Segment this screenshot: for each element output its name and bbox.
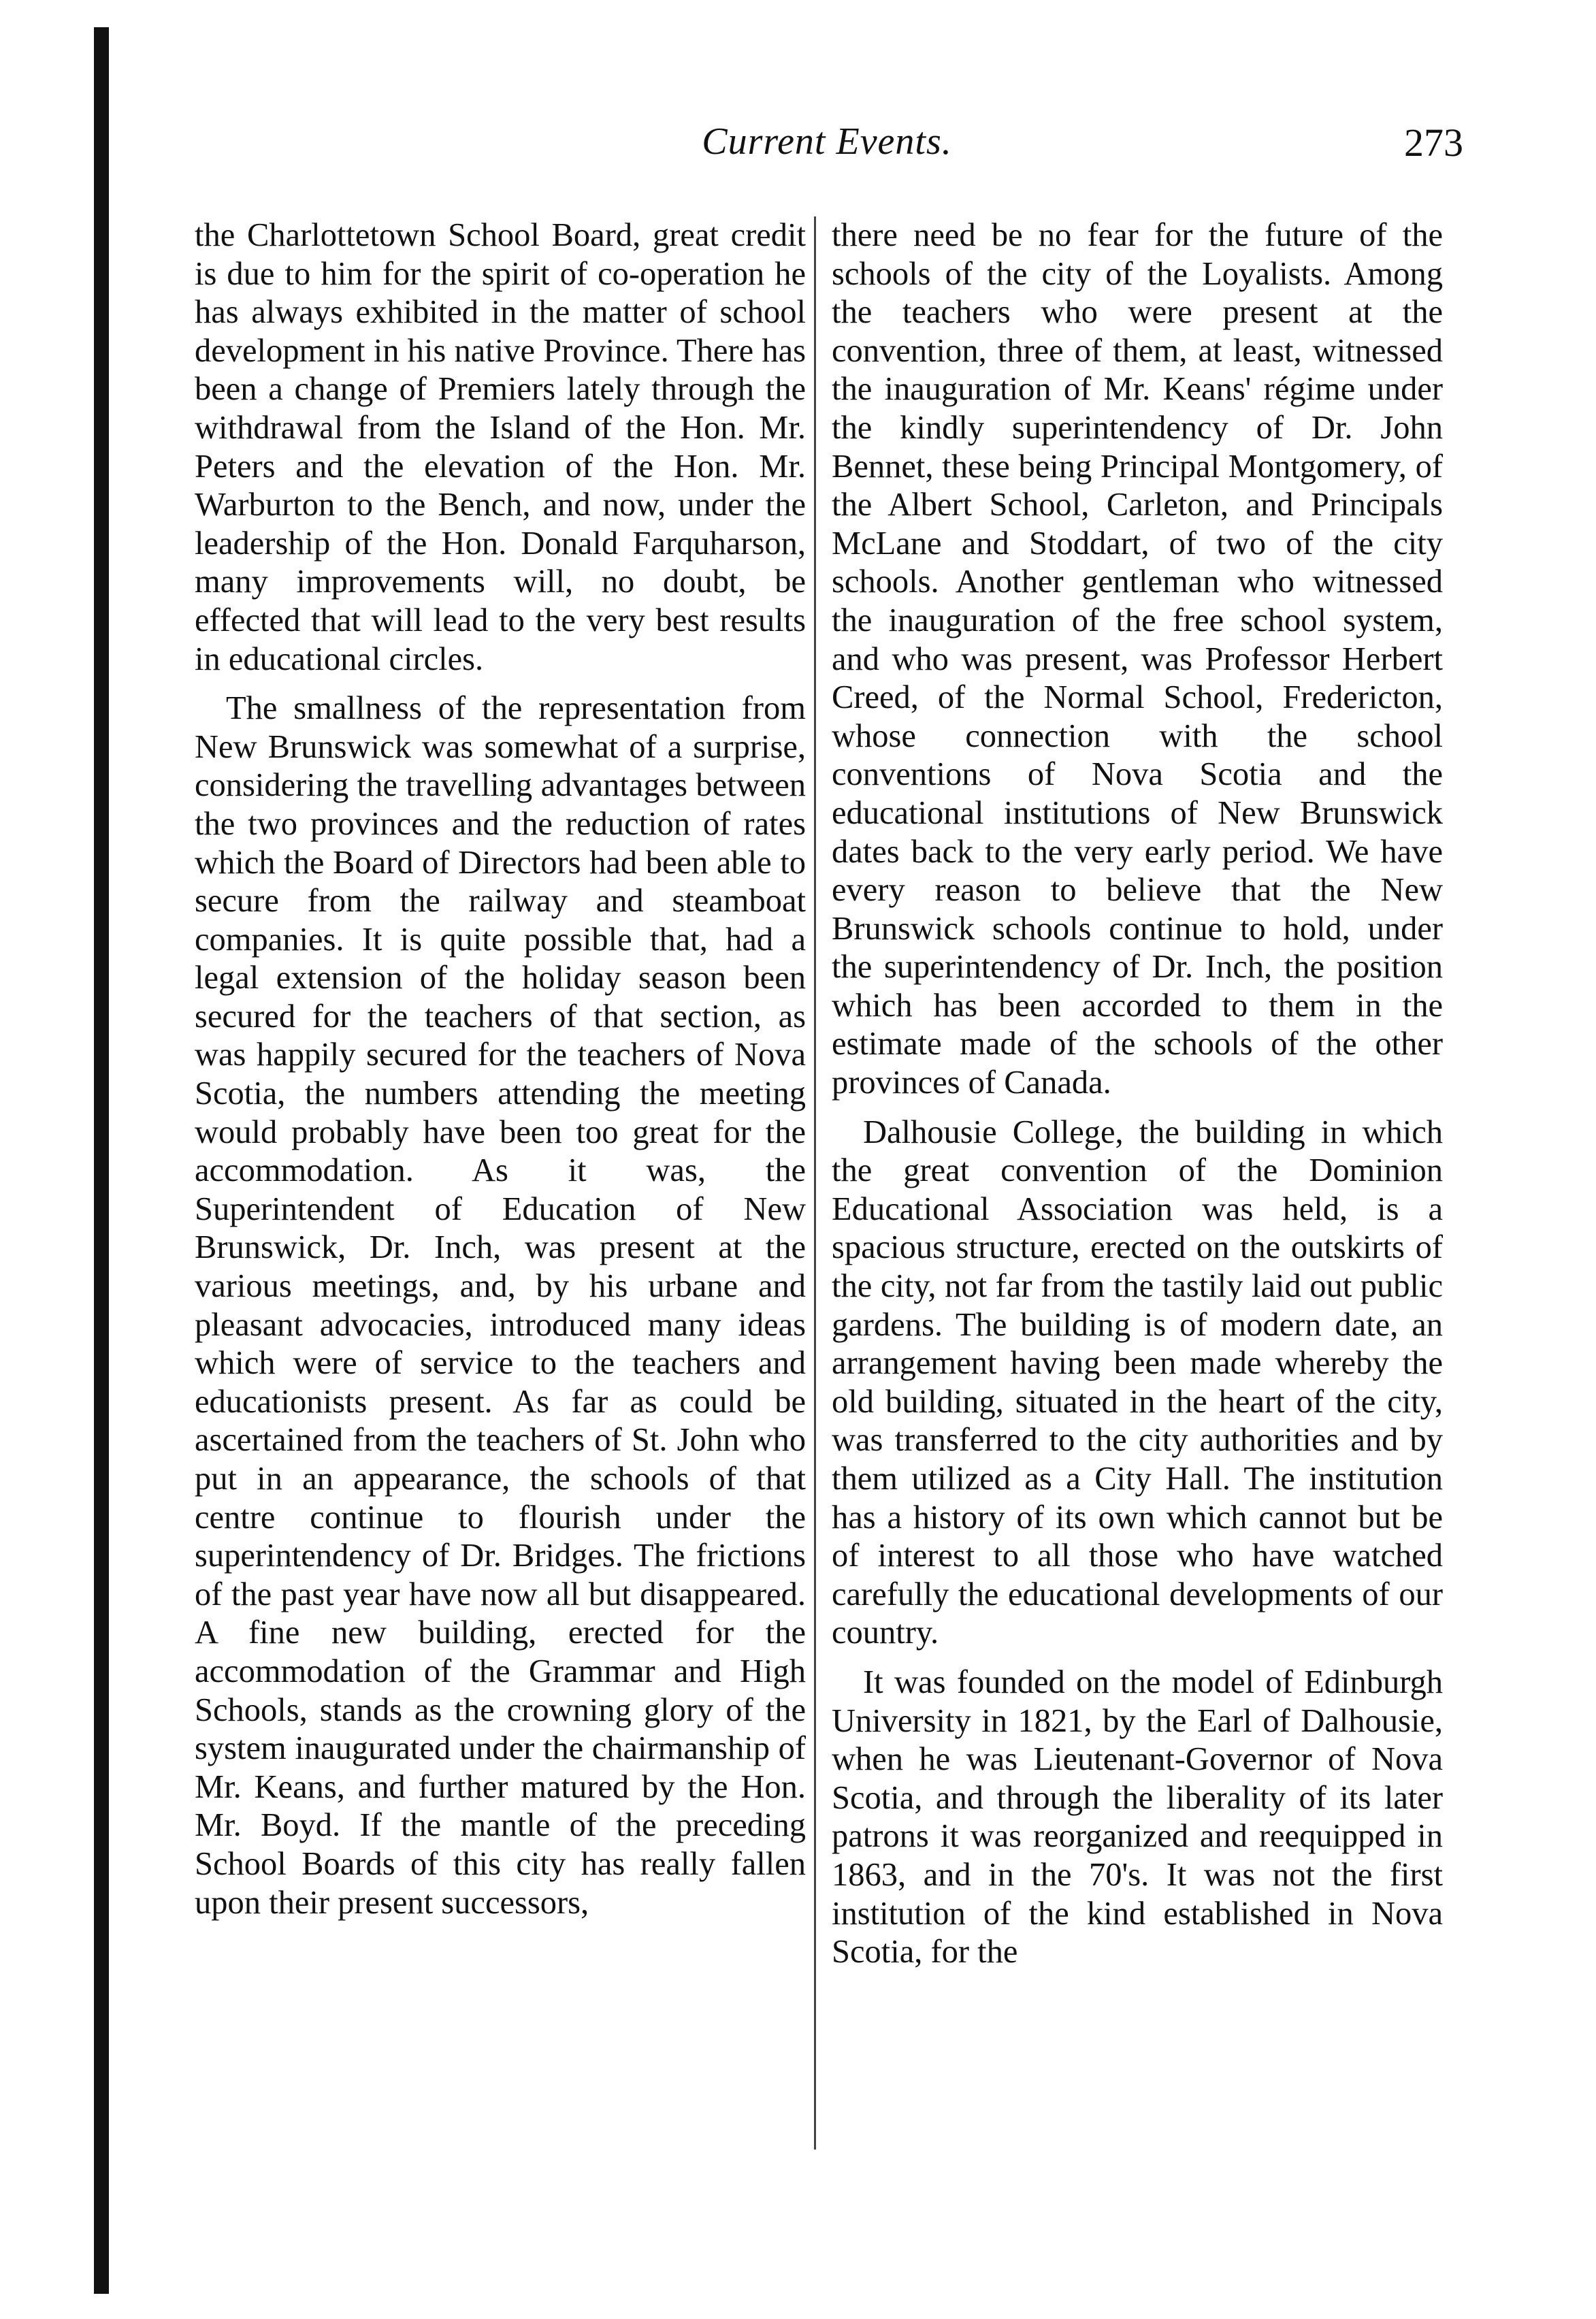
paragraph: It was founded on the model of Edinburgh University in 1821, by the Earl of Dalhousie, when he was Lieutenant-Governor of Nova Scotia, and through the liberality of its later patrons it was reorganized and reequipped in 1863, and in the 70's. It was not the first institution of the kind established in Nova Scotia, for the [832,1664,1443,1971]
running-title: Current Events. [702,120,952,163]
paragraph: The smallness of the representation from New Brunswick was somewhat of a surprise, considering the travelling advantages between the two provinces and the reduction of rates which the Board of Directors had been able to secure from the railway and steamboat companies. It is quite possible that, had a legal extension of the holiday season been secured for the teachers of that section, as was happily secured for the teachers of Nova Scotia, the numbers attending the meeting would probably have been too great for the accommodation. As it was, the Superintendent of Education of New Brunswick, Dr. Inch, was present at the various meetings, and, by his urbane and pleasant advocacies, introduced many ideas which were of service to the teachers and educationists present. As far as could be ascertained from the teachers of St. John who put in an appearance, the schools of that centre continue to flourish under the superintendency of Dr. Bridges. The frictions of the past year have now all but disappeared. A fine new building, erected for the accommodation of the Grammar and High Schools, stands as the crowning glory of the system inaugurated under the chairmanship of Mr. Keans, and further matured by the Hon. Mr. Boyd. If the mantle of the preceding School Boards of this city has really fallen upon their present successors, [195,690,806,1921]
paragraph: Dalhousie College, the building in which the great convention of the Dominion Educational Association was held, is a spacious structure, erected on the outskirts of the city, not far from the tastily laid out public gardens. The building is of modern date, an arrangement having been made whereby the old building, situated in the heart of the city, was transferred to the city authorities and by them utilized as a City Hall. The institution has a history of its own which cannot but be of interest to all those who have watched carefully the educational developments of our country. [832,1114,1443,1651]
paragraph: the Charlottetown School Board, great credit is due to him for the spirit of co-operation he has always exhibited in the matter of school development in his native Province. There has been a change of Premiers lately through the withdrawal from the Island of the Hon. Mr. Peters and the elevation of the Hon. Mr. Warburton to the Bench, and now, under the leadership of the Hon. Donald Farquharson, many improvements will, no doubt, be effected that will lead to the very best results in educational circles. [195,217,806,677]
left-column [195,216,806,1933]
scan-binding-shadow [94,27,109,2294]
page-number: 273 [1404,120,1463,165]
right-column [832,216,1443,1983]
paragraph: there need be no fear for the future of the schools of the city of the Loyalists. Among the teachers who were present at the convention, three of them, at least, witnessed the inauguration of Mr. Keans' régime under the kindly superintendency of Dr. John Bennet, these being Principal Montgomery, of the Albert School, Carleton, and Principals McLane and Stoddart, of two of the city schools. Another gentleman who witnessed the inauguration of the free school system, and who was present, was Professor Herbert Creed, of the Normal School, Fredericton, whose connection with the school conventions of Nova Scotia and the educational institutions of New Brunswick dates back to the very early period. We have every reason to believe that the New Brunswick schools continue to hold, under the superintendency of Dr. Inch, the position which has been accorded to them in the estimate made of the schools of the other provinces of Canada. [832,217,1443,1101]
column-divider [814,216,816,2150]
running-head [191,120,1463,181]
